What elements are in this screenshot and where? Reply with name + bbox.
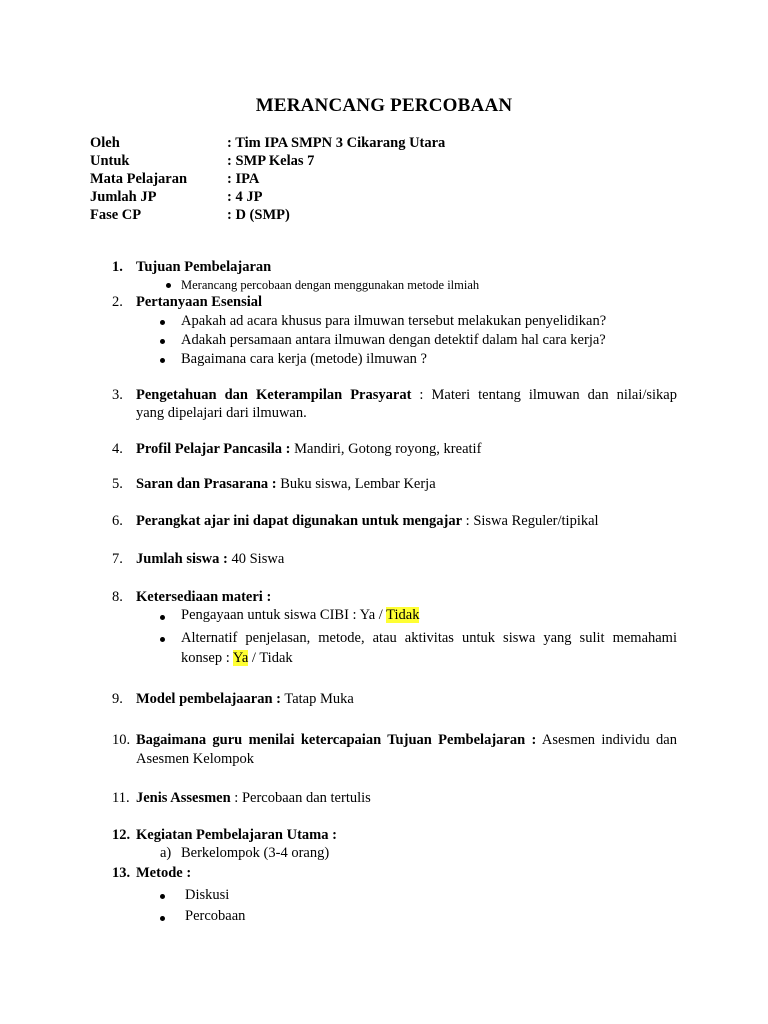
section-heading: Ketersediaan materi : [136, 589, 272, 605]
meta-key: Fase CP [90, 207, 142, 223]
section-text: Bagaimana guru menilai ketercapaian Tujuan Pembelajaran : Asesmen individu dan [136, 732, 677, 748]
item-number: 11. [112, 790, 130, 806]
list-item: Adakah persamaan antara ilmuwan dengan detektif dalam hal cara kerja? [181, 332, 606, 348]
highlight: Ya [232, 650, 249, 666]
item-number: 3. [112, 387, 123, 403]
section-text: Model pembelajaaran : Tatap Muka [136, 691, 354, 707]
meta-key: Untuk [90, 153, 130, 169]
list-item: Diskusi [185, 887, 230, 903]
meta-value: : Tim IPA SMPN 3 Cikarang Utara [227, 135, 446, 151]
meta-key: Mata Pelajaran [90, 171, 188, 187]
list-item: Alternatif penjelasan, metode, atau aktivitas untuk siswa yang sulit memahami [181, 630, 677, 646]
list-item: Pengayaan untuk siswa CIBI : Ya / Tidak [181, 607, 420, 623]
section-heading: Pertanyaan Esensial [136, 294, 263, 310]
list-item: Berkelompok (3-4 orang) [181, 845, 330, 861]
sub-marker: a) [160, 845, 172, 861]
list-item: Merancang percobaan dengan menggunakan metode ilmiah [181, 278, 480, 292]
item-number: 13. [112, 865, 131, 881]
item-number: 1. [112, 259, 123, 275]
section-heading: Metode : [136, 865, 192, 881]
meta-key: Jumlah JP [90, 189, 157, 205]
bullet-icon [160, 358, 165, 363]
section-text-continued: Asesmen Kelompok [136, 751, 254, 767]
item-number: 2. [112, 294, 123, 310]
item-number: 12. [112, 827, 131, 843]
list-item: Percobaan [185, 908, 246, 924]
section-text: Jumlah siswa : 40 Siswa [136, 551, 285, 567]
item-number: 8. [112, 589, 123, 605]
list-item: Apakah ad acara khusus para ilmuwan tersebut melakukan penyelidikan? [181, 313, 607, 329]
bullet-icon [160, 916, 165, 921]
list-item-continued: konsep : Ya / Tidak [181, 650, 293, 666]
meta-value: : IPA [227, 171, 260, 187]
section-heading: Kegiatan Pembelajaran Utama : [136, 827, 337, 843]
list-item: Bagaimana cara kerja (metode) ilmuwan ? [181, 351, 427, 367]
highlight: Tidak [386, 607, 420, 623]
page-title: MERANCANG PERCOBAAN [255, 95, 513, 116]
section-text: Pengetahuan dan Keterampilan Prasyarat : Materi tentang ilmuwan dan nilai/sikap [136, 387, 677, 403]
section-text: Profil Pelajar Pancasila : Mandiri, Gotong royong, kreatif [136, 441, 482, 457]
meta-value: : SMP Kelas 7 [227, 153, 315, 169]
bullet-icon [160, 637, 165, 642]
item-number: 6. [112, 513, 123, 529]
meta-value: : 4 JP [227, 189, 263, 205]
item-number: 5. [112, 476, 123, 492]
bullet-icon [160, 894, 165, 899]
item-number: 10. [112, 732, 131, 748]
bullet-icon [160, 320, 165, 325]
bullet-icon [166, 283, 171, 288]
item-number: 7. [112, 551, 123, 567]
section-text: Jenis Assesmen : Percobaan dan tertulis [136, 790, 371, 806]
section-text: Saran dan Prasarana : Buku siswa, Lembar Kerja [136, 476, 436, 492]
section-text: Perangkat ajar ini dapat digunakan untuk mengajar : Siswa Reguler/tipikal [136, 513, 599, 529]
section-heading: Tujuan Pembelajaran [136, 259, 272, 275]
meta-key: Oleh [90, 135, 120, 151]
item-number: 4. [112, 441, 123, 457]
bullet-icon [160, 339, 165, 344]
item-number: 9. [112, 691, 123, 707]
bullet-icon [160, 615, 165, 620]
meta-value: : D (SMP) [227, 207, 290, 223]
section-text-continued: yang dipelajari dari ilmuwan. [136, 405, 307, 421]
